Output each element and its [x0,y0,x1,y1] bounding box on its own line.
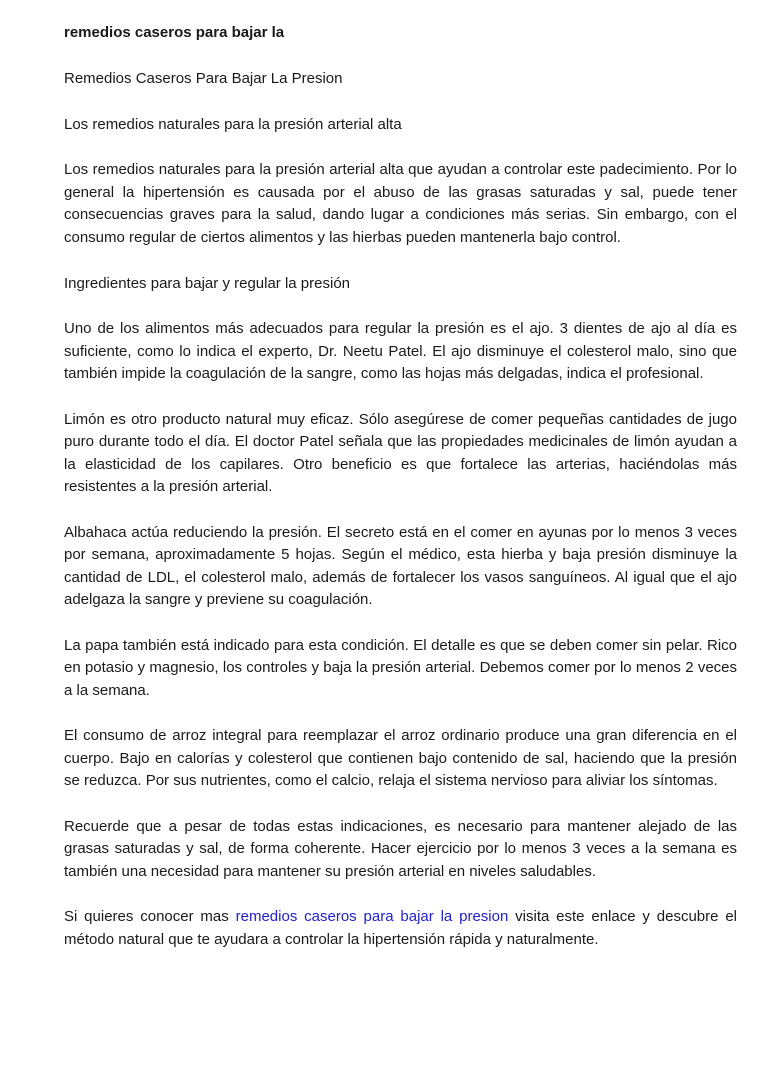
closing-text-after-link: visita este enlace y descubre el método natural que te ayudara a controlar la hipertensión rápida y naturalmente. [64,908,737,948]
paragraph-recuerde: Recuerde que a pesar de todas estas indicaciones, es necesario para mantener alejado de las grasas saturadas y sal, de forma coherente. Hacer ejercicio por lo menos 3 veces a la semana es también una necesidad para mantener su presión arterial en niveles saludables. [64,817,737,880]
closing-text-before-link: Si quieres conocer mas [64,908,236,925]
paragraph-papa: La papa también está indicado para esta condición. El detalle es que se deben comer sin pelar. Rico en potasio y magnesio, los controles y baja la presión arterial. Debemos comer por lo menos 2 veces a la semana. [64,636,737,699]
paragraph-intro: Los remedios naturales para la presión arterial alta que ayudan a controlar este padecimiento. Por lo general la hipertensión es causada por el abuso de las grasas saturadas y sal, puede tener consecuencias graves para la salud, dando lugar a condiciones más serias. Sin embargo, con el consumo regular de ciertos alimentos y las hierbas pueden mantenerla bajo control. [64,161,737,246]
main-heading: Remedios Caseros Para Bajar La Presion [64,70,343,87]
subheading-ingredients: Ingredientes para bajar y regular la presión [64,275,351,292]
subheading-natural-remedies: Los remedios naturales para la presión arterial alta [64,116,402,133]
document-page [64,21,737,974]
paragraph-arroz: El consumo de arroz integral para reemplazar el arroz ordinario produce una gran diferencia en el cuerpo. Bajo en calorías y colesterol que contienen bajo contenido de sal, haciendo que la presión se reduzca. Por sus nutrientes, como el calcio, relaja el sistema nervioso para aliviar los síntomas. [64,727,737,789]
paragraph-closing [64,906,737,951]
document-title: remedios caseros para bajar la [64,24,285,41]
paragraph-albahaca: Albahaca actúa reduciendo la presión. El secreto está en el comer en ayunas por lo menos 3 veces por semana, aproximadamente 5 hojas. Según el médico, esta hierba y baja presión disminuye la cantidad de LDL, el colesterol malo, además de fortalecer los vasos sanguíneos. Al igual que el ajo adelgaza la sangre y previene su coagulación. [64,523,737,608]
paragraph-ajo: Uno de los alimentos más adecuados para regular la presión es el ajo. 3 dientes de ajo al día es suficiente, como lo indica el experto, Dr. Neetu Patel. El ajo disminuye el colesterol malo, sino que también impide la coagulación de la sangre, como las hojas más delgadas, indica el profesional. [64,320,737,382]
paragraph-limon: Limón es otro producto natural muy eficaz. Sólo asegúrese de comer pequeñas cantidades de jugo puro durante todo el día. El doctor Patel señala que las propiedades medicinales de limón ayudan a la elasticidad de los capilares. Otro beneficio es que fortalece las arterias, haciéndolas más resistentes a la presión arterial. [64,410,737,495]
remedies-link[interactable]: remedios caseros para bajar la presion [235,908,509,925]
